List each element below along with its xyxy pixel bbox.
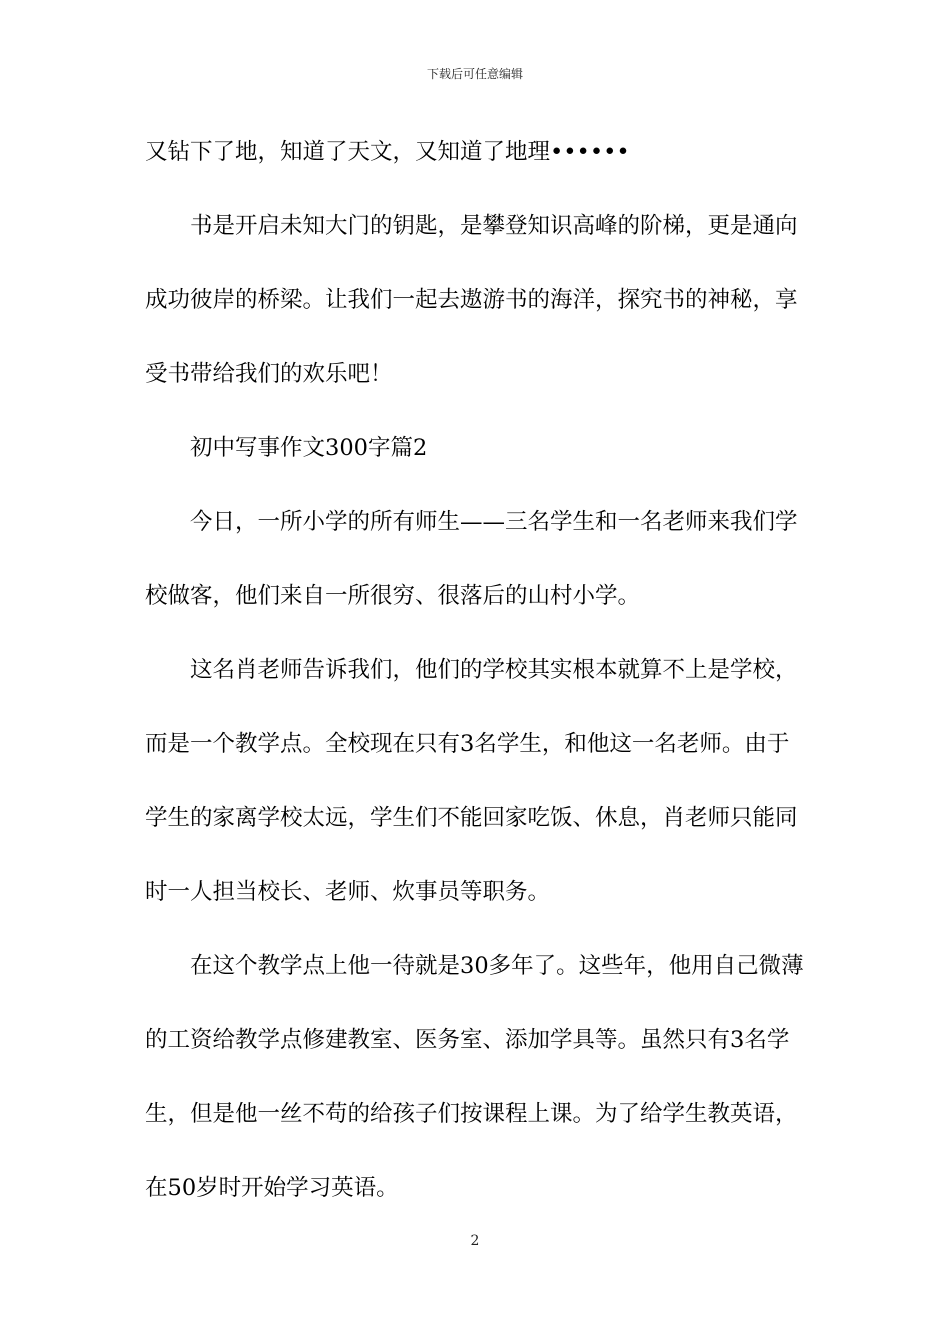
paragraph-first-line: 书是开启未知大门的钥匙，是攀登知识高峰的阶梯，更是通向 xyxy=(190,213,798,239)
body-line: 生，但是他一丝不苟的给孩子们按课程上课。为了给学生教英语， xyxy=(145,1101,798,1127)
paragraph-first-line: 这名肖老师告诉我们，他们的学校其实根本就算不上是学校， xyxy=(190,657,798,683)
body-line: 的工资给教学点修建教室、医务室、添加学具等。虽然只有3名学 xyxy=(145,1027,790,1053)
body-line: 在50岁时开始学习英语。 xyxy=(145,1175,399,1201)
section-heading: 初中写事作文300字篇2 xyxy=(190,435,428,461)
body-line: 而是一个教学点。全校现在只有3名学生，和他这一名老师。由于 xyxy=(145,731,790,757)
body-line: 时一人担当校长、老师、炊事员等职务。 xyxy=(145,879,551,905)
body-line: 成功彼岸的桥梁。让我们一起去遨游书的海洋，探究书的神秘，享 xyxy=(145,287,798,313)
paragraph-first-line: 在这个教学点上他一待就是30多年了。这些年，他用自己微薄 xyxy=(190,953,804,979)
paragraph-first-line: 今日，一所小学的所有师生——三名学生和一名老师来我们学 xyxy=(190,509,798,535)
body-line: 学生的家离学校太远，学生们不能回家吃饭、休息，肖老师只能同 xyxy=(145,805,798,831)
body-line: 又钻下了地，知道了天文，又知道了地理•••••• xyxy=(145,139,630,165)
body-line: 受书带给我们的欢乐吧！ xyxy=(145,361,393,387)
page-header: 下载后可任意编辑 xyxy=(426,67,523,81)
body-line: 校做客，他们来自一所很穷、很落后的山村小学。 xyxy=(145,583,641,609)
page-number: 2 xyxy=(470,1233,480,1249)
